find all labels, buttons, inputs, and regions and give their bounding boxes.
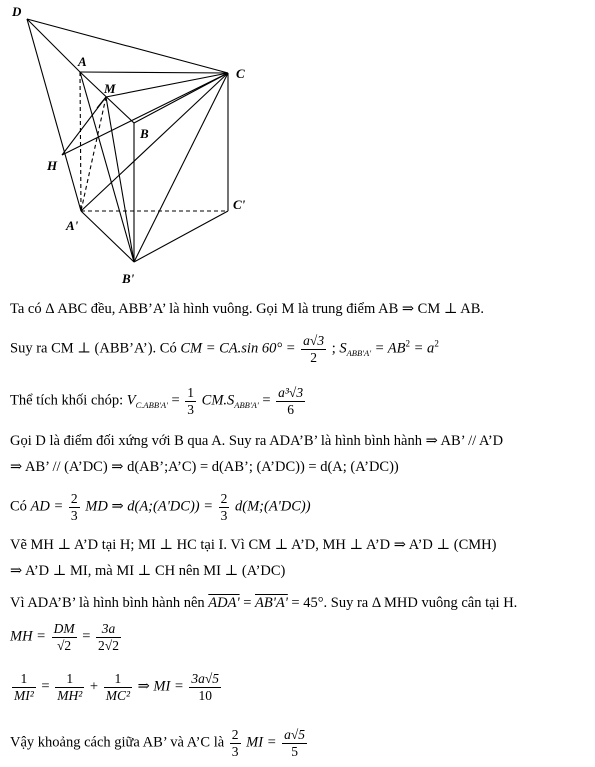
label-M: M	[104, 81, 116, 96]
label-B-prime: B'	[122, 271, 135, 286]
line-6: Có AD = $\frac{2}{3}$ MD ⇒ d(A;(A'DC)) = $\frac{2}{3}$ d(M;(A'DC))	[10, 491, 311, 523]
line-10: MH = $\frac{DM}{√2}$ = $\frac{3a}{2√2}$	[10, 621, 119, 653]
label-B: B	[140, 126, 149, 141]
line-12: Vậy khoảng cách giữa AB’ và A’C là $\frac{2}{3}$ MI = $\frac{a√5}{5}$	[10, 727, 306, 759]
geometry-figure	[0, 0, 300, 290]
line-4: Gọi D là điểm đối xứng với B qua A. Suy ra ADA’B’ là hình bình hành ⇒ AB’ // A’D	[10, 433, 504, 449]
label-H: H	[47, 158, 58, 173]
line-8: ⇒ A’D ⊥ MI, mà MI ⊥ CH nên MI ⊥ (A’DC)	[10, 563, 286, 579]
line-3: Thể tích khối chóp: $V_{C.ABB'A'}$ = $\frac{1}{3}$ $CM.S_{ABB'A'}$ = $\frac{\text{a³√3}}{6}$	[10, 385, 304, 417]
label-A-prime: A'	[66, 218, 79, 233]
line-1: Ta có Δ ABC đều, ABB’A’ là hình vuông. Gọi M là trung điểm AB ⇒ CM ⊥ AB.	[10, 301, 485, 317]
label-C-prime: C'	[233, 197, 246, 212]
label-C: C	[236, 66, 245, 81]
label-D: D	[12, 4, 22, 19]
line-7: Vẽ MH ⊥ A’D tại H; MI ⊥ HC tại I. Vì CM ⊥ A’D, MH ⊥ A’D ⇒ A’D ⊥ (CMH)	[10, 537, 497, 553]
line-11: $\frac{1}{\text{MI²}}$ = $\frac{1}{\text{MH²}}$ + $\frac{1}{\text{MC²}}$ ⇒ MI = $\frac{3a√5}{10}$	[14, 671, 220, 703]
line-5: ⇒ AB’ // (A’DC) ⇒ d(AB’;A’C) = d(AB’; (A’DC)) = d(A; (A’DC))	[10, 459, 399, 475]
line-9: Vì ADA’B’ là hình bình hành nên ADA' = AB'A' = 45°. Suy ra Δ MHD vuông cân tại H.	[10, 595, 518, 611]
label-A: A	[78, 54, 87, 69]
line-2: Suy ra CM ⊥ (ABB’A’). Có CM = CA.sin 60° = $\frac{a√3}{2}$ ; $S_{ABB'A'} = AB^2 = a^2$	[10, 333, 439, 365]
